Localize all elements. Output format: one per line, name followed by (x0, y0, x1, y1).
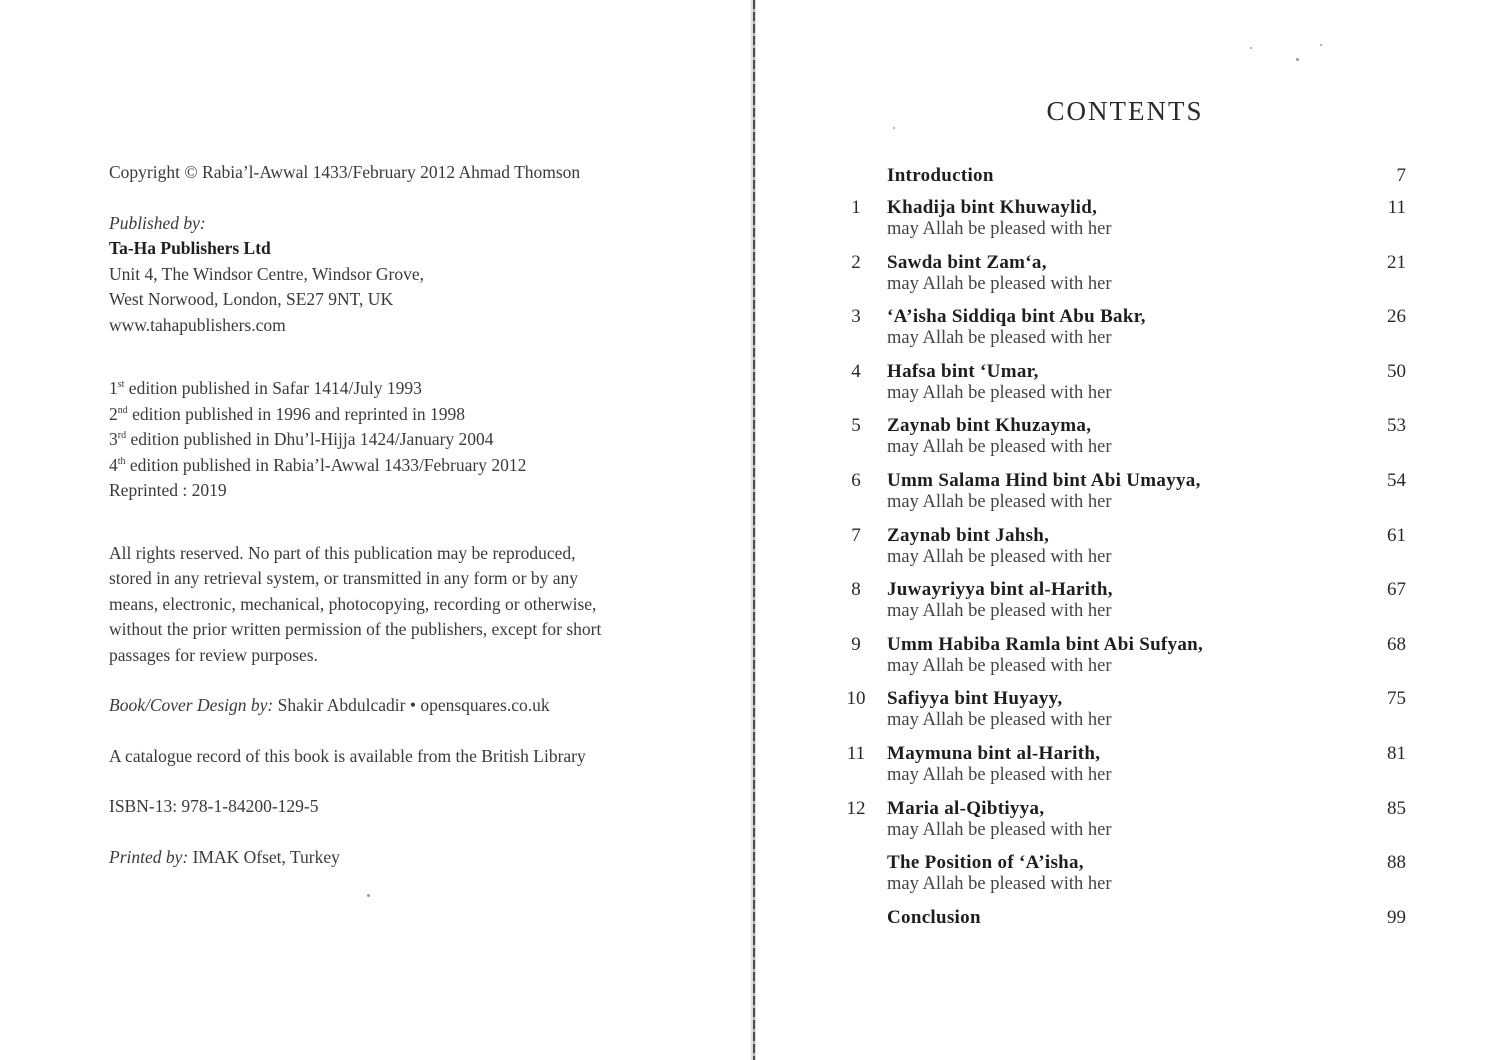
toc-entry-introduction (836, 163, 1406, 195)
toc-chapter-number: 10 (846, 688, 866, 710)
edition-text: edition published in Safar 1414/July 1993 (124, 378, 422, 398)
toc-page-number: 81 (1387, 742, 1406, 764)
toc-page-number: 53 (1387, 415, 1406, 437)
toc-chapter-title: The Position of ‘A’isha, (887, 852, 1084, 874)
toc-entry-conclusion (836, 905, 1406, 937)
rights-line: stored in any retrieval system, or transmitted in any form or by any (109, 568, 578, 588)
toc-chapter-title: ‘A’isha Siddiqa bint Abu Bakr, (887, 306, 1146, 328)
toc-entry-chapter-3 (836, 304, 1406, 359)
toc-chapter-title: Safiyya bint Huyayy, (887, 688, 1063, 710)
toc-chapter-subtitle: may Allah be pleased with her (887, 546, 1112, 567)
address-line-1: Unit 4, The Windsor Centre, Windsor Grove, (109, 263, 425, 284)
toc-entry-chapter-12 (836, 796, 1406, 851)
toc-chapter-title: Zaynab bint Jahsh, (887, 524, 1050, 546)
edition-line (109, 453, 709, 479)
imprint-text (109, 160, 709, 870)
publisher-block (109, 211, 709, 339)
edition-number: 4 (109, 454, 118, 475)
edition-history (109, 376, 709, 504)
toc-chapter-title: Maria al-Qibtiyya, (887, 797, 1045, 819)
toc-entry-chapter-7 (836, 523, 1406, 578)
rights-line: without the prior written permission of the publishers, except for short (109, 619, 602, 639)
toc-page-number: 67 (1387, 579, 1406, 601)
toc-chapter-number: 12 (846, 797, 866, 819)
rights-line: passages for review purposes. (109, 644, 318, 665)
edition-line (109, 376, 709, 402)
toc-page-number: 21 (1387, 251, 1406, 273)
toc-chapter-title: Juwayriyya bint al-Harith, (887, 579, 1113, 601)
toc-chapter-title: Umm Salama Hind bint Abi Umayya, (887, 469, 1201, 491)
edition-number: 2 (109, 403, 118, 424)
toc-chapter-subtitle: may Allah be pleased with her (887, 382, 1112, 403)
publisher-website: www.tahapublishers.com (109, 314, 286, 335)
catalogue-record: A catalogue record of this book is available from the British Library (109, 745, 586, 766)
printed-label: Printed by: (109, 846, 189, 867)
reprinted-line: Reprinted : 2019 (109, 480, 227, 500)
toc-chapter-title: Introduction (887, 165, 994, 186)
published-by-label: Published by: (109, 212, 206, 233)
toc-chapter-number: 7 (851, 524, 861, 546)
toc-chapter-subtitle: may Allah be pleased with her (887, 437, 1112, 458)
toc-chapter-number: 8 (851, 579, 861, 601)
toc-page-number: 85 (1387, 797, 1406, 819)
address-line-2: West Norwood, London, SE27 9NT, UK (109, 289, 394, 309)
toc-entry-chapter-8 (836, 577, 1406, 632)
printer-credit (109, 845, 709, 871)
toc-page-number: 26 (1387, 306, 1406, 328)
rights-line: All rights reserved. No part of this publication may be reproduced, (109, 542, 576, 563)
rights-notice (109, 541, 709, 669)
toc-chapter-title: Sawda bint Zam‘a, (887, 251, 1047, 273)
edition-line (109, 427, 709, 453)
printed-value: IMAK Ofset, Turkey (188, 846, 340, 867)
design-label: Book/Cover Design by: (109, 695, 274, 715)
toc-chapter-number: 11 (846, 742, 866, 764)
toc-page-number: 54 (1387, 469, 1406, 491)
toc-page-number: 68 (1387, 633, 1406, 655)
binding-stitch (753, 0, 755, 1060)
toc-page-number: 7 (1396, 165, 1406, 186)
toc-chapter-subtitle: may Allah be pleased with her (887, 819, 1112, 840)
toc-chapter-subtitle: may Allah be pleased with her (887, 491, 1112, 512)
edition-suffix: nd (117, 404, 128, 416)
toc-page-number: 99 (1387, 906, 1406, 928)
toc-chapter-subtitle: may Allah be pleased with her (887, 874, 1112, 895)
toc-chapter-title: Maymuna bint al-Harith, (887, 742, 1101, 764)
toc-chapter-number: 4 (851, 360, 861, 382)
toc-page-number: 75 (1387, 688, 1406, 710)
edition-line (109, 402, 709, 428)
toc-chapter-title: Hafsa bint ‘Umar, (887, 360, 1039, 382)
toc-chapter-title: Khadija bint Khuwaylid, (887, 197, 1098, 218)
edition-suffix: th (117, 455, 126, 467)
scan-speck (893, 127, 895, 129)
scan-speck (367, 894, 370, 897)
edition-text: edition published in 1996 and reprinted in 1998 (127, 403, 466, 424)
toc-chapter-number: 6 (851, 469, 861, 491)
toc-chapter-subtitle: may Allah be pleased with her (887, 764, 1112, 785)
toc-chapter-number: 5 (851, 415, 861, 437)
edition-suffix: rd (117, 430, 127, 442)
edition-number: 1 (109, 378, 118, 398)
toc-chapter-number: 1 (851, 197, 861, 218)
rights-line: means, electronic, mechanical, photocopying, recording or otherwise, (109, 593, 597, 614)
toc-page-number: 61 (1387, 524, 1406, 546)
scan-speck (1320, 44, 1322, 46)
toc-entry-chapter-2 (836, 250, 1406, 305)
toc-chapter-subtitle: may Allah be pleased with her (887, 601, 1112, 622)
toc-chapter-number: 3 (851, 306, 861, 328)
toc-page-number: 50 (1387, 360, 1406, 382)
toc-chapter-subtitle: may Allah be pleased with her (887, 655, 1112, 676)
toc-chapter-subtitle: may Allah be pleased with her (887, 219, 1112, 239)
toc-chapter-title: Zaynab bint Khuzayma, (887, 415, 1092, 437)
toc-entry-position-of-aisha (836, 850, 1406, 905)
toc-entry-chapter-6 (836, 468, 1406, 523)
table-of-contents (836, 163, 1406, 937)
design-value: Shakir Abdulcadir • opensquares.co.uk (273, 695, 550, 715)
toc-page-number: 11 (1387, 197, 1406, 218)
isbn-number: ISBN-13: 978-1-84200-129-5 (109, 796, 319, 816)
toc-entry-chapter-10 (836, 686, 1406, 741)
contents-heading: CONTENTS (1046, 96, 1204, 126)
toc-page-number: 88 (1387, 852, 1406, 874)
toc-chapter-subtitle: may Allah be pleased with her (887, 710, 1112, 731)
copyright-notice: Copyright © Rabia’l-Awwal 1433/February 2012 Ahmad Thomson (109, 162, 581, 182)
scan-speck (1250, 47, 1252, 49)
scan-speck (1296, 58, 1299, 61)
toc-entry-chapter-4 (836, 359, 1406, 414)
toc-chapter-subtitle: may Allah be pleased with her (887, 328, 1112, 349)
edition-number: 3 (109, 429, 118, 449)
toc-chapter-subtitle: may Allah be pleased with her (887, 273, 1112, 294)
toc-chapter-number: 2 (851, 251, 861, 273)
edition-text: edition published in Rabia’l-Awwal 1433/February 2012 (125, 454, 527, 475)
toc-chapter-title: Umm Habiba Ramla bint Abi Sufyan, (887, 633, 1204, 655)
toc-entry-chapter-1 (836, 195, 1406, 250)
toc-chapter-title: Conclusion (887, 906, 981, 928)
edition-text: edition published in Dhu’l-Hijja 1424/January 2004 (126, 429, 494, 449)
publisher-name: Ta-Ha Publishers Ltd (109, 238, 271, 258)
toc-entry-chapter-11 (836, 741, 1406, 796)
design-credit (109, 693, 709, 719)
toc-entry-chapter-5 (836, 413, 1406, 468)
toc-entry-chapter-9 (836, 632, 1406, 687)
toc-chapter-number: 9 (851, 633, 861, 655)
edition-suffix: st (117, 379, 125, 391)
